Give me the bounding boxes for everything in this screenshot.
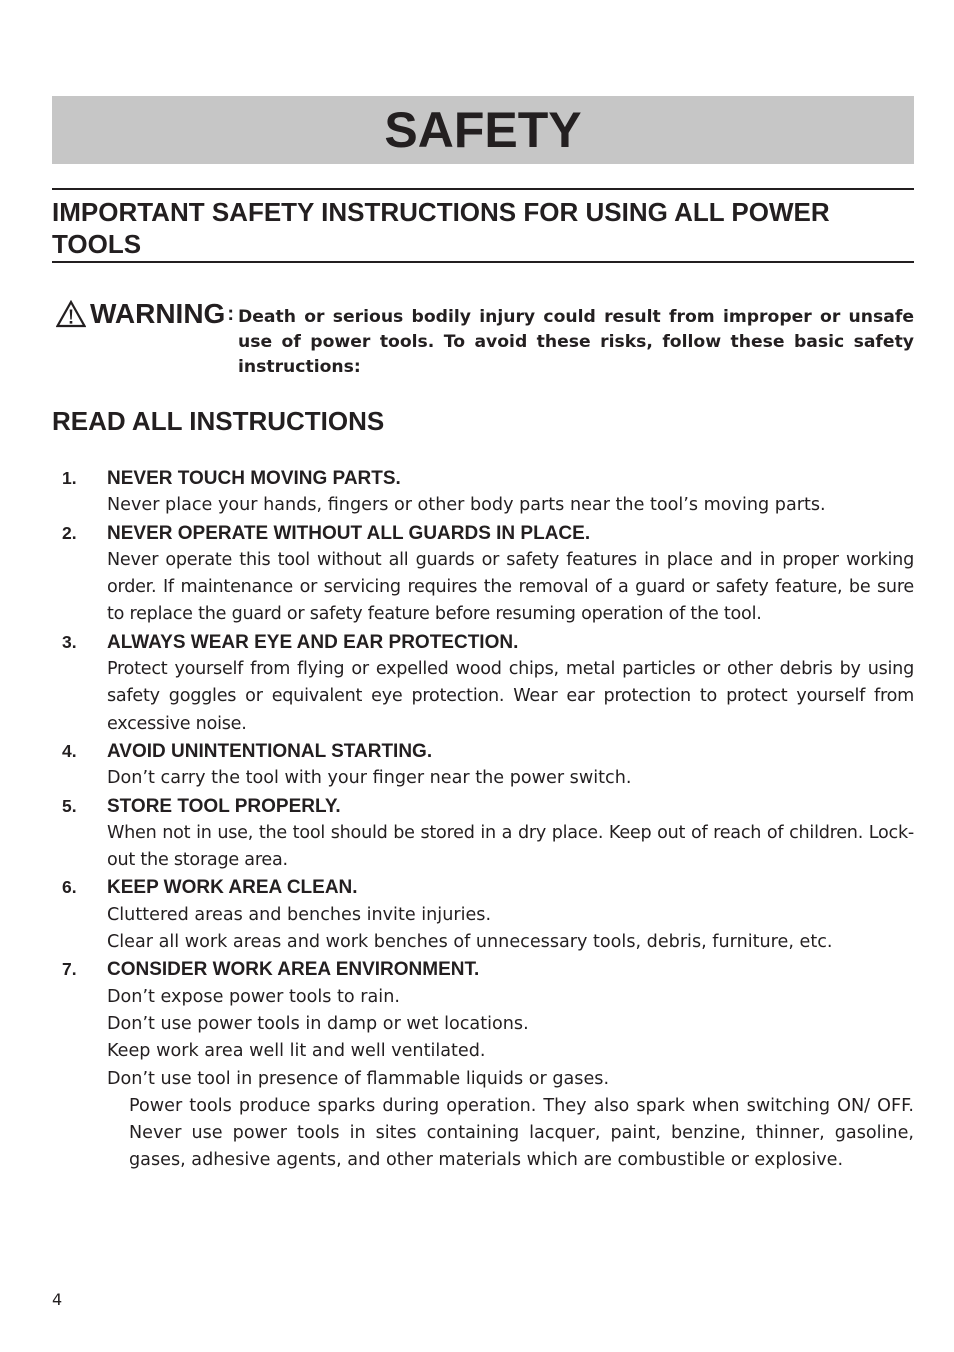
- item-text: Cluttered areas and benches invite injuries.: [107, 904, 492, 925]
- item-text: Don’t use tool in presence of flammable liquids or gases.: [107, 1068, 610, 1089]
- item-heading: NEVER OPERATE WITHOUT ALL GUARDS IN PLACE.: [107, 522, 591, 544]
- list-item: [52, 520, 914, 629]
- section-heading: IMPORTANT SAFETY INSTRUCTIONS FOR USING ALL POWER TOOLS: [52, 197, 830, 259]
- warning-label: [56, 298, 234, 330]
- item-body: [107, 902, 914, 957]
- item-text: Keep work area well lit and well ventilated.: [107, 1041, 486, 1062]
- item-text: Protect yourself from flying or expelled wood chips, metal particles or other debris by using safety goggles or equivalent eye protection. Wear ear protection to protect yourself from excessive noise.: [107, 659, 914, 734]
- item-body: [107, 984, 914, 1093]
- item-body: [107, 547, 914, 629]
- item-text: When not in use, the tool should be stored in a dry place. Keep out of reach of children. Lock-out the storage area.: [107, 822, 914, 871]
- item-body: [107, 656, 914, 738]
- safety-instructions-list: [52, 465, 914, 1175]
- item-number: 4.: [62, 740, 77, 761]
- list-item: [52, 956, 914, 1174]
- item-heading: KEEP WORK AREA CLEAN.: [107, 877, 358, 899]
- item-number: 7.: [62, 959, 77, 980]
- page-title: SAFETY: [384, 102, 582, 158]
- item-number: 2.: [62, 522, 77, 543]
- item-heading: NEVER TOUCH MOVING PARTS.: [107, 468, 401, 489]
- item-number: 3.: [62, 631, 77, 652]
- item-text: Don’t use power tools in damp or wet locations.: [107, 1013, 529, 1034]
- section-header: [52, 188, 914, 263]
- item-number: 1.: [62, 468, 77, 488]
- list-item: [52, 629, 914, 738]
- read-all-heading: READ ALL INSTRUCTIONS: [52, 406, 385, 436]
- item-text: Never place your hands, fingers or other body parts near the tool’s moving parts.: [107, 495, 826, 516]
- item-subtext: [129, 1093, 914, 1175]
- item-number: 6.: [62, 877, 77, 898]
- page-number: 4: [52, 1290, 63, 1309]
- item-subtext-paragraph: Power tools produce sparks during operation. They also spark when switching ON/ OFF. Never use power tools in sites containing lacquer, paint, benzine, thinner, gasoline, gases, adhesive agents, and other materials which are combustible or explosive.: [129, 1095, 914, 1171]
- item-heading: ALWAYS WEAR EYE AND EAR PROTECTION.: [107, 631, 519, 653]
- warning-word: WARNING: [90, 298, 226, 329]
- item-text: Clear all work areas and work benches of unnecessary tools, debris, furniture, etc.: [107, 932, 833, 953]
- warning-colon: :: [227, 303, 234, 325]
- list-item: [52, 793, 914, 875]
- list-item: [52, 738, 914, 793]
- item-body: [107, 820, 914, 875]
- item-body: [107, 765, 914, 792]
- warning-triangle-icon: [56, 300, 86, 328]
- title-banner: [52, 96, 914, 164]
- list-item: [52, 465, 914, 520]
- item-heading: STORE TOOL PROPERLY.: [107, 795, 341, 817]
- item-text: Never operate this tool without all guards or safety features in place and in proper working order. If maintenance or servicing requires the removal of a guard or safety feature, be sure to replace the guard or safety feature before resuming operation of the tool.: [107, 549, 914, 625]
- item-heading: AVOID UNINTENTIONAL STARTING.: [107, 740, 433, 762]
- item-heading: CONSIDER WORK AREA ENVIRONMENT.: [107, 959, 480, 981]
- list-item: [52, 874, 914, 956]
- item-text: Don’t expose power tools to rain.: [107, 986, 400, 1007]
- item-text: Don’t carry the tool with your finger near the power switch.: [107, 768, 632, 789]
- warning-text: Death or serious bodily injury could result from improper or unsafe use of power tools. To avoid these risks, follow these basic safety instructions:: [238, 307, 914, 377]
- item-number: 5.: [62, 795, 77, 816]
- item-body: [107, 492, 914, 519]
